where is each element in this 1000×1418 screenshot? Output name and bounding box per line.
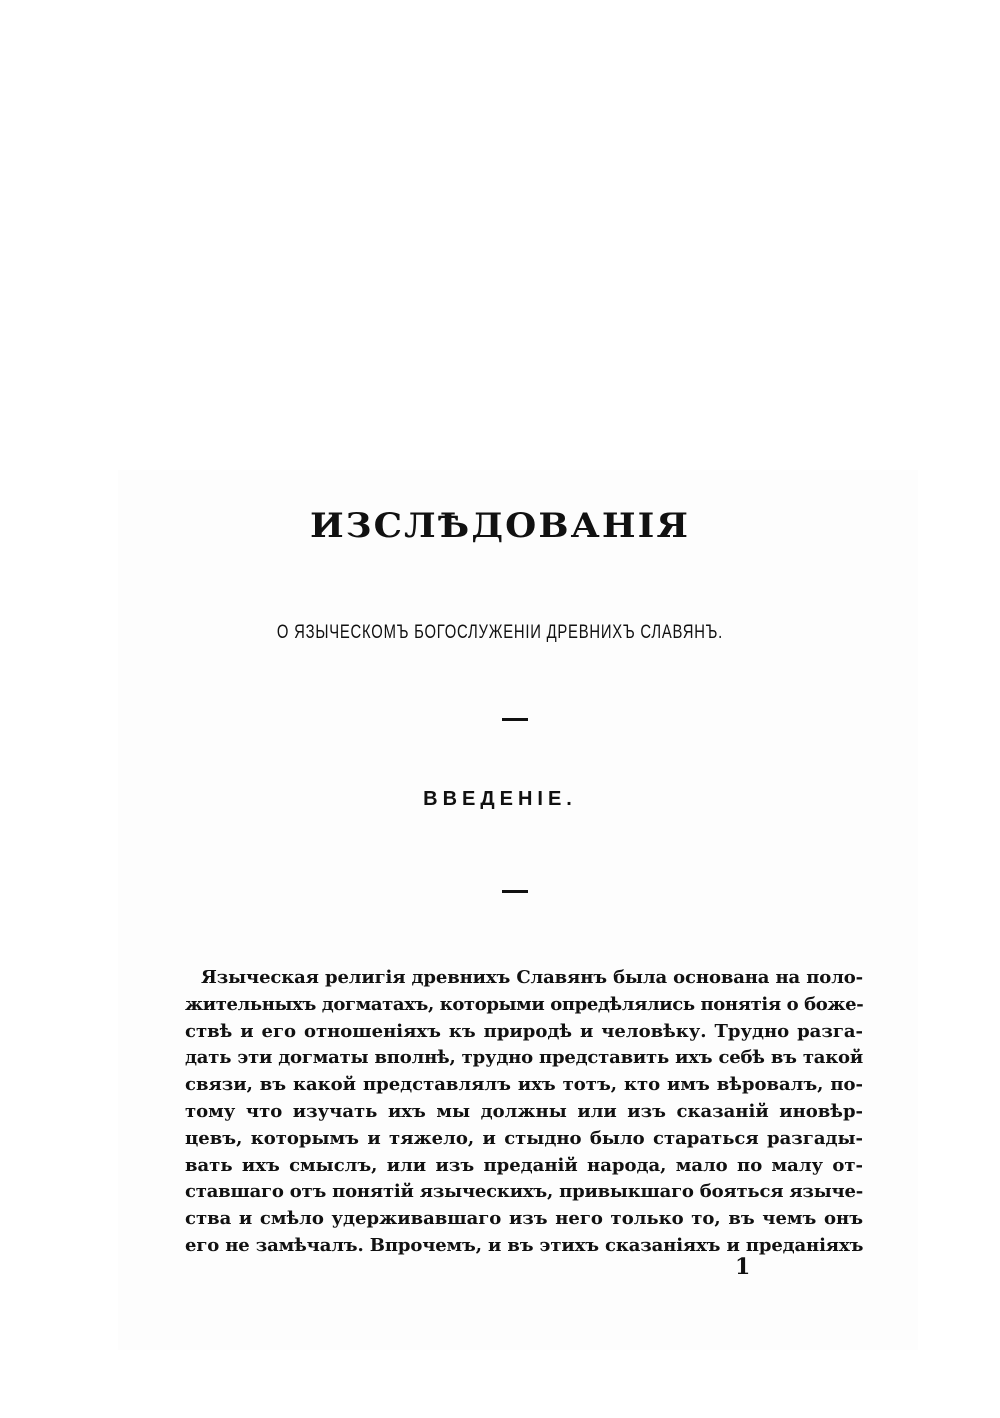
text-line: ства и смѣло удерживавшаго изъ него только то, въ чемъ онъ	[185, 1208, 863, 1230]
text-line: его не замѣчалъ. Впрочемъ, и въ этихъ сказаніяхъ и преданіяхъ	[185, 1234, 864, 1256]
divider-rule	[502, 890, 528, 893]
text-line: цевъ, которымъ и тяжело, и стыдно было стараться разгады-	[185, 1127, 863, 1149]
text-line: связи, въ какой представлялъ ихъ тотъ, кто имъ вѣровалъ, по-	[185, 1074, 863, 1096]
text-line: жительныхъ догматахъ, которыми опредѣлялись понятія о боже-	[185, 993, 864, 1015]
divider-rule	[502, 718, 528, 721]
subtitle: О ЯЗЫЧЕСКОМЪ БОГОСЛУЖЕНІИ ДРЕВНИХЪ СЛАВЯНЪ.	[276, 622, 724, 643]
page-title: ИЗСЛѢДОВАНІЯ	[309, 506, 691, 546]
body-paragraph	[185, 965, 863, 1260]
text-line: Языческая религія древнихъ Славянъ была основана на поло-	[201, 967, 863, 988]
text-line: дать эти догматы вполнѣ, трудно представить ихъ себѣ въ такой	[185, 1047, 864, 1069]
page-number: 1	[735, 1254, 751, 1280]
text-line: тому что изучать ихъ мы должны или изъ сказаній иновѣр-	[185, 1100, 863, 1122]
section-heading: ВВЕДЕНІЕ.	[423, 788, 577, 810]
text-line: ствѣ и его отношеніяхъ къ природѣ и человѣку. Трудно разга-	[185, 1020, 863, 1042]
text-line: ставшаго отъ понятій языческихъ, привыкшаго бояться языче-	[185, 1181, 864, 1203]
text-line: вать ихъ смыслъ, или изъ преданій народа, мало по малу от-	[185, 1154, 863, 1176]
